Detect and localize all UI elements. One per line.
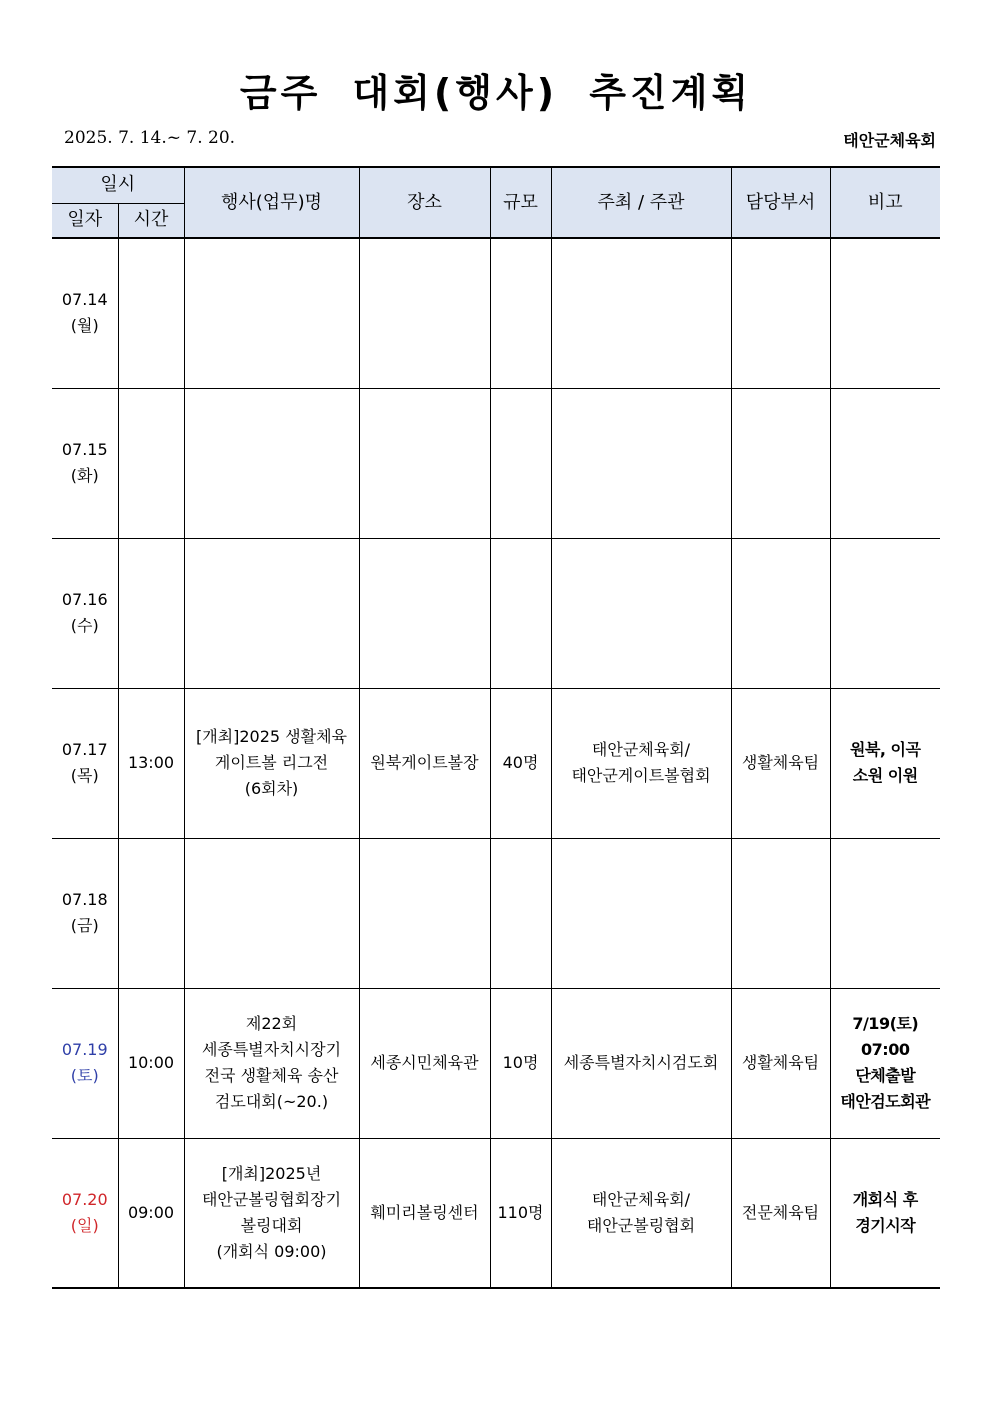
cell-host	[551, 838, 731, 988]
date-text: 07.16	[61, 590, 108, 609]
event-line: 세종특별자치시장기	[201, 1040, 342, 1059]
table-row	[52, 238, 940, 388]
date-text: 07.19	[61, 1040, 108, 1059]
cell-time	[118, 238, 184, 388]
cell-department: 전문체육팀	[731, 1138, 830, 1288]
cell-note	[830, 838, 940, 988]
header-note: 비고	[830, 167, 940, 238]
header-time: 시간	[118, 203, 184, 238]
event-line: 검도대회(~20.)	[214, 1092, 329, 1111]
weekday-text: (금)	[70, 916, 99, 935]
cell-host	[551, 538, 731, 688]
cell-department	[731, 388, 830, 538]
cell-host	[551, 988, 731, 1138]
note-line: 태안검도회관	[840, 1092, 931, 1111]
event-line: (개회식 09:00)	[216, 1241, 327, 1261]
cell-venue	[359, 238, 490, 388]
cell-event	[184, 688, 359, 838]
weekday-text: (수)	[70, 616, 99, 635]
cell-time	[118, 838, 184, 988]
cell-event	[184, 238, 359, 388]
table-row	[52, 988, 940, 1138]
cell-note	[830, 238, 940, 388]
event-line: 볼링대회	[240, 1215, 303, 1235]
cell-note	[830, 1138, 940, 1288]
cell-event	[184, 538, 359, 688]
date-text: 07.14	[61, 290, 108, 310]
cell-date	[52, 838, 118, 988]
cell-date	[52, 538, 118, 688]
cell-venue	[359, 838, 490, 988]
cell-event	[184, 388, 359, 538]
header-scale: 규모	[490, 167, 551, 238]
cell-time: 09:00	[118, 1138, 184, 1288]
date-text: 07.18	[61, 890, 108, 909]
cell-time	[118, 538, 184, 688]
cell-department	[731, 538, 830, 688]
cell-department: 생활체육팀	[731, 988, 830, 1138]
cell-host	[551, 388, 731, 538]
cell-note	[830, 988, 940, 1138]
date-text: 07.15	[61, 440, 108, 459]
cell-scale	[490, 388, 551, 538]
host-line: 태안군볼링협회	[586, 1215, 696, 1235]
cell-venue	[359, 538, 490, 688]
cell-scale	[490, 238, 551, 388]
event-line: 태안군볼링협회장기	[201, 1189, 342, 1209]
event-line: [개최]2025 생활체육	[195, 727, 348, 746]
page-title: 금주 대회(행사) 추진계획	[239, 71, 753, 115]
weekday-text: (월)	[70, 316, 99, 336]
date-text: 07.17	[61, 740, 108, 759]
cell-note	[830, 538, 940, 688]
note-line: 단체출발	[855, 1066, 916, 1085]
cell-venue: 훼미리볼링센터	[359, 1138, 490, 1288]
weekday-text: (일)	[70, 1215, 99, 1235]
cell-venue	[359, 388, 490, 538]
header-event: 행사(업무)명	[184, 167, 359, 238]
cell-scale: 110명	[490, 1138, 551, 1288]
schedule-period: 2025. 7. 14.~ 7. 20.	[64, 128, 236, 148]
table-row	[52, 388, 940, 538]
event-line: 전국 생활체육 송산	[204, 1066, 339, 1085]
host-line: 세종특별자치시검도회	[563, 1053, 719, 1072]
header-datetime: 일시	[52, 167, 184, 203]
cell-scale: 10명	[490, 988, 551, 1138]
note-line: 7/19(토) 07:00	[852, 1014, 919, 1059]
cell-event	[184, 1138, 359, 1288]
host-line: 태안군게이트볼협회	[571, 766, 711, 785]
cell-time: 10:00	[118, 988, 184, 1138]
header-date: 일자	[52, 203, 118, 238]
note-line: 개회식 후	[852, 1189, 918, 1209]
table-row	[52, 688, 940, 838]
table-row	[52, 838, 940, 988]
cell-date	[52, 388, 118, 538]
event-line: 제22회	[245, 1014, 298, 1033]
cell-scale	[490, 538, 551, 688]
weekday-text: (목)	[70, 766, 99, 785]
cell-scale	[490, 838, 551, 988]
cell-venue: 원북게이트볼장	[359, 688, 490, 838]
table-row	[52, 538, 940, 688]
cell-time	[118, 388, 184, 538]
header-department: 담당부서	[731, 167, 830, 238]
event-line: (6회차)	[244, 779, 299, 798]
weekday-text: (화)	[70, 466, 99, 485]
cell-host	[551, 688, 731, 838]
host-line: 태안군체육회/	[591, 740, 691, 759]
table-row	[52, 1138, 940, 1288]
cell-date	[52, 238, 118, 388]
cell-event	[184, 838, 359, 988]
cell-host	[551, 1138, 731, 1288]
cell-time: 13:00	[118, 688, 184, 838]
cell-department	[731, 838, 830, 988]
schedule-table	[52, 166, 940, 1289]
host-line: 태안군체육회/	[591, 1189, 691, 1209]
cell-scale: 40명	[490, 688, 551, 838]
cell-note	[830, 688, 940, 838]
cell-date	[52, 988, 118, 1138]
event-line: 게이트볼 리그전	[214, 753, 329, 772]
cell-department: 생활체육팀	[731, 688, 830, 838]
cell-department	[731, 238, 830, 388]
organization-name: 태안군체육회	[843, 131, 936, 150]
note-line: 소원 이원	[852, 766, 918, 785]
cell-date	[52, 1138, 118, 1288]
cell-venue: 세종시민체육관	[359, 988, 490, 1138]
cell-host	[551, 238, 731, 388]
date-text: 07.20	[61, 1189, 108, 1209]
cell-note	[830, 388, 940, 538]
cell-event	[184, 988, 359, 1138]
header-host: 주최 / 주관	[551, 167, 731, 238]
cell-date	[52, 688, 118, 838]
header-venue: 장소	[359, 167, 490, 238]
note-line: 경기시작	[855, 1215, 916, 1235]
weekday-text: (토)	[70, 1066, 99, 1085]
event-line: [개최]2025년	[221, 1163, 322, 1183]
note-line: 원북, 이곡	[850, 740, 921, 759]
